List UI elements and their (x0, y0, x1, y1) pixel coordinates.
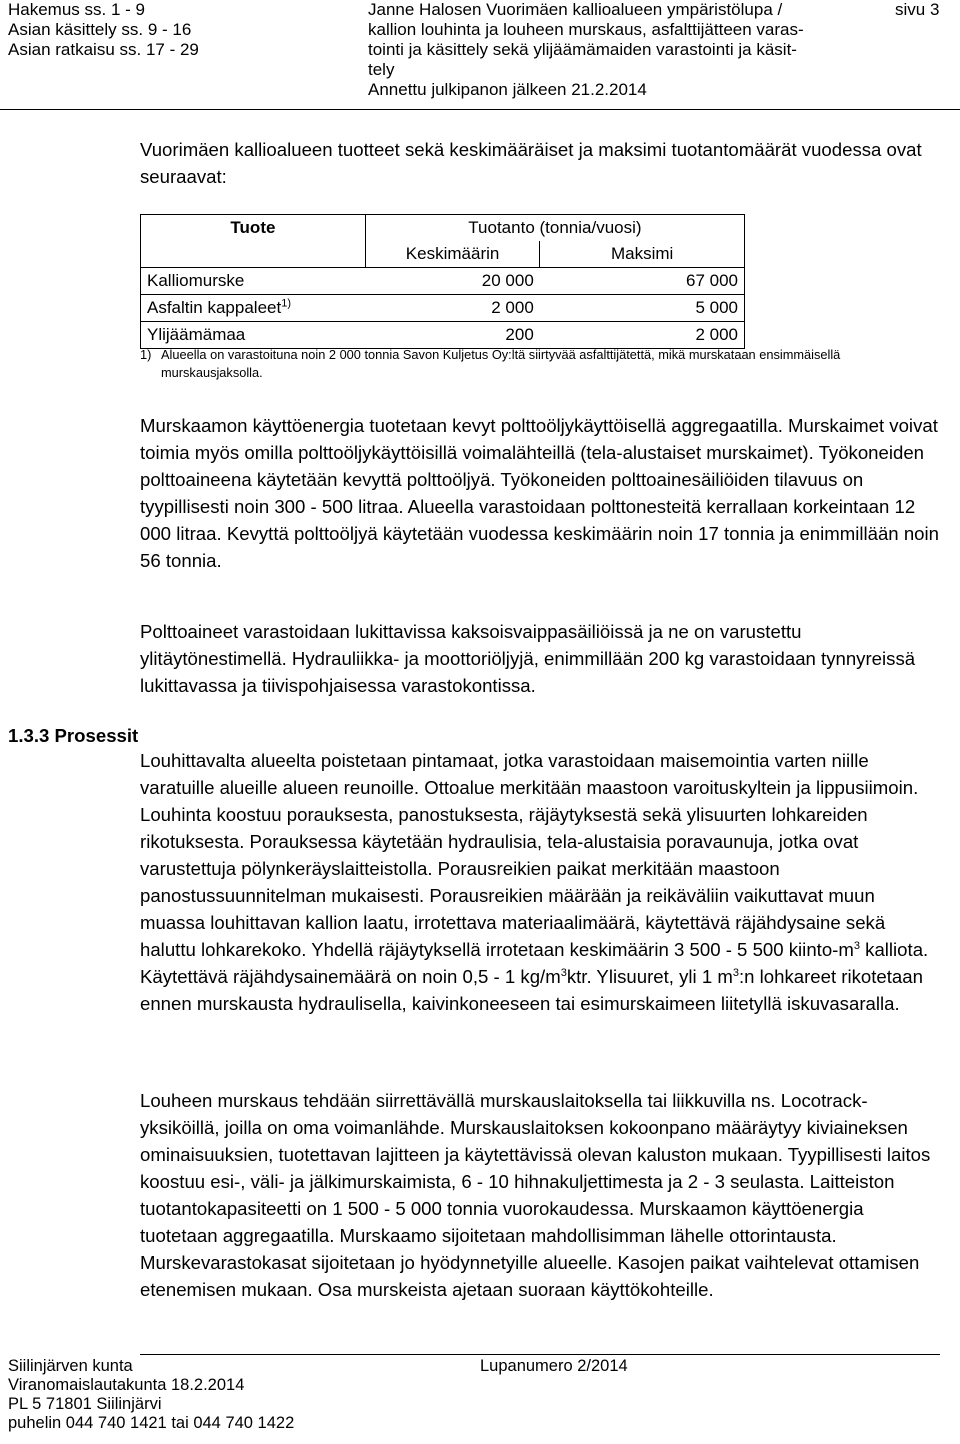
footnote-text: Alueella on varastoituna noin 2 000 tonnia Savon Kuljetus Oy:ltä siirtyvää asfalttijätettä, mikä murskataan ensimmäisellä murskausjaksolla. (161, 347, 841, 380)
cell-average: 200 (365, 322, 539, 349)
header-left-line: Hakemus ss. 1 - 9 (8, 0, 145, 19)
cell-product (141, 295, 366, 322)
cell-maximum: 2 000 (540, 322, 745, 349)
paragraph-fuel-storage: Polttoaineet varastoidaan lukittavissa kaksoisvaippasäiliöissä ja ne on varustettu ylitäytönestimellä. Hydrauliikka- ja moottoriöljyjä, enimmillään 200 kg varastoidaan tynnyreissä lukittavassa ja tiivispohjaisessa varastokontissa. (140, 621, 916, 696)
footer-line: Siilinjärven kunta (8, 1357, 133, 1375)
header-title-line: Janne Halosen Vuorimäen kallioalueen ympäristölupa / (368, 0, 783, 19)
paragraph-text: :n lohkareet rikotetaan ennen murskausta hydraulisella, kaivinkoneeseen tai esimurskaimeen liitetyllä iskuvasaralla. (140, 966, 923, 1014)
header-divider (0, 109, 960, 110)
footer-line: PL 5 71801 Siilinjärvi (8, 1395, 162, 1413)
paragraph-crushing: Louheen murskaus tehdään siirrettävällä murskauslaitoksella tai liikkuvilla ns. Locotrack-yksiköillä, joilla on oma voimanlähde. Murskauslaitoksen kokoonpano määräytyy kiviaineksen ominaisuuksien, tuotettavan lajitteen ja käytettävissä olevan kaluston mukaan. Tyypillisesti laitos koostuu esi-, väli- ja jälkimurskaimista, 6 - 10 hihnakuljettimesta ja 2 - 3 seulasta. Laitteiston tuotantokapasiteetti on 1 500 - 5 000 tonnia vuorokaudessa. Murskaamon käyttöenergia tuotetaan aggregaatilla. Murskaamo sijoitetaan mahdollisimman lähelle ottorintausta. Murskevarastokasat sijoitetaan jo hyödynnetyille alueelle. Kasojen paikat vaihtelevat ottamisen etenemisen mukaan. Osa murskeista ajetaan suoraan käyttökohteille. (140, 1090, 931, 1300)
paragraph-text: 500 - 5 500 kiinto-m (689, 939, 854, 960)
paragraph-text: kg/m (520, 966, 561, 987)
header-title-line: tointi ja käsittely sekä ylijäämämaiden varastointi ja käsit- (368, 40, 797, 59)
header-date: Annettu julkipanon jälkeen 21.2.2014 (368, 80, 647, 99)
cell-product-name: Asfaltin kappaleet (147, 298, 282, 317)
section-heading: 1.3.3 Prosessit (8, 725, 139, 746)
superscript: 3 (560, 966, 567, 979)
cell-maximum: 5 000 (540, 295, 745, 322)
paragraph-text: kalliota. Käytettävä räjähdysainemäärä on noin 0,5 - 1 (140, 939, 929, 987)
header-left (8, 0, 199, 60)
table-row (141, 268, 745, 295)
footer-divider (140, 1354, 940, 1355)
footer-address (8, 1357, 294, 1433)
paragraph-text: Louhittavalta alueelta poistetaan pintamaat, jotka varastoidaan maisemointia varten niille varatuille alueille alueen reunoille. Ottoalue merkitään maastoon varoituskyltein ja lippusiimoin. Louhinta koostuu porauksesta, panostuksesta, räjäytyksestä sekä ylisuurten lohkareiden rikotuksesta. Porauksessa käytetään hydraulisia, tela-alustaisia poravaunuja, jotka ovat varustettuja pölynkeräyslaitteistolla. Porausreikien paikat merkitään maastoon panostussuunnitelman mukaisesti. Porausreikien määrään ja reikäväliin vaikuttavat muun muassa louhittavan kallion laatu, irrotettava materiaalimäärä, käytettävä räjähdysaine sekä haluttu lohkarekoko. Yhdellä räjäytyksellä irrotetaan keskimäärin 3 (140, 750, 919, 960)
paragraph-text: ktr. Ylisuuret, yli 1 m (566, 966, 733, 987)
paragraph-energy: Murskaamon käyttöenergia tuotetaan kevyt polttoöljykäyttöisellä aggregaatilla. Murskaimet voivat toimia myös omilla polttoöljykäyttöisillä voimalähteillä (tela-alustaiset murskaimet). Työkoneiden polttoaineena käytetään kevyttä polttoöljyä. Työkoneiden polttoainesäiliöiden tilavuus on tyypillisesti noin 300 - 500 litraa. Alueella varastoidaan polttonesteitä kerrallaan korkeintaan 12 000 litraa. Kevyttä polttoöljyä käytetään vuodessa keskimäärin noin 17 tonnia ja enimmillään noin 56 tonnia. (140, 415, 939, 571)
cell-product: Kalliomurske (141, 268, 366, 295)
col-header-average: Keskimäärin (365, 241, 539, 268)
paragraph-processes (140, 747, 940, 1017)
col-header-production: Tuotanto (tonnia/vuosi) (365, 215, 744, 242)
production-table (140, 214, 745, 349)
header-title (368, 0, 808, 100)
footer-line: puhelin 044 740 1421 tai 044 740 1422 (8, 1414, 295, 1432)
header-left-line: Asian käsittely ss. 9 - 16 (8, 20, 192, 39)
col-header-product: Tuote (141, 215, 366, 268)
superscript: 3 (853, 939, 860, 952)
footnote-marker: 1) (281, 297, 291, 310)
cell-average: 20 000 (365, 268, 539, 295)
header-left-line: Asian ratkaisu ss. 17 - 29 (8, 40, 199, 59)
cell-product: Ylijäämämaa (141, 322, 366, 349)
table-footnote (140, 346, 940, 382)
col-header-maximum: Maksimi (540, 241, 745, 268)
header-title-line: tely (368, 60, 395, 79)
header-title-line: kallion louhinta ja louheen murskaus, asfalttijätteen varas- (368, 20, 804, 39)
footnote-number: 1) (140, 347, 152, 362)
table-row (141, 322, 745, 349)
superscript: 3 (732, 966, 739, 979)
intro-text: Vuorimäen kallioalueen tuotteet sekä keskimääräiset ja maksimi tuotantomäärät vuodessa ovat seuraavat: (140, 139, 922, 187)
table-row (141, 295, 745, 322)
page-number: sivu 3 (895, 0, 940, 19)
footer-line: Viranomaislautakunta 18.2.2014 (8, 1376, 245, 1394)
permit-number: Lupanumero 2/2014 (480, 1357, 628, 1375)
cell-maximum: 67 000 (540, 268, 745, 295)
cell-average: 2 000 (365, 295, 539, 322)
